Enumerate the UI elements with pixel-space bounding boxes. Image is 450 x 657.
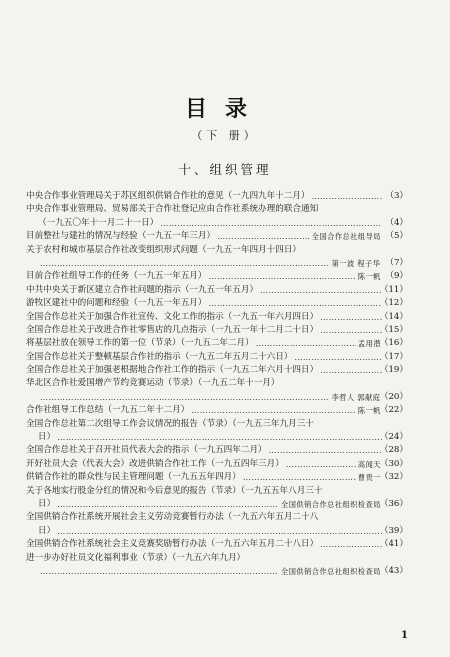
toc-entry-page: （9） bbox=[385, 271, 408, 282]
toc-entry-page: （17） bbox=[379, 351, 408, 362]
volume-label: （下 册） bbox=[191, 129, 259, 142]
toc-entry-line bbox=[26, 284, 408, 297]
page-number: 1 bbox=[401, 630, 408, 641]
toc-entry-title: 全国合作总社第二次组导工作会议情况的报告（节录）（一九五三年九月三十 bbox=[26, 418, 314, 429]
toc-entry-line bbox=[26, 351, 408, 364]
toc-entry bbox=[26, 270, 408, 283]
toc-entry-author: 陈一帆 bbox=[357, 406, 381, 416]
toc-entry-title: 日） bbox=[38, 498, 56, 509]
toc-entry bbox=[26, 377, 408, 404]
toc-entry-page: （14） bbox=[379, 311, 408, 322]
toc-entry-line bbox=[26, 244, 408, 257]
toc-entry-page: （3） bbox=[385, 191, 408, 201]
toc-entry-title: 游牧区建社中的问题和经验（一九五一年五月） bbox=[26, 298, 207, 309]
toc-entry-line bbox=[26, 391, 408, 404]
toc-entry bbox=[26, 190, 408, 203]
toc-entry-author: 全国合作总社组导局 bbox=[311, 232, 381, 242]
toc-entry-page: （28） bbox=[379, 445, 408, 456]
toc-entry-page: （22） bbox=[379, 405, 408, 416]
toc-entry bbox=[26, 485, 408, 512]
toc-entry-author: 高闻天 bbox=[357, 459, 381, 469]
toc-leader-dots bbox=[320, 311, 382, 324]
toc-entry-line bbox=[26, 324, 408, 337]
toc-entry-line bbox=[26, 458, 408, 471]
toc-entry-page: （24） bbox=[379, 432, 408, 443]
toc-entry-title: 日） bbox=[38, 525, 56, 536]
toc-entry-line bbox=[26, 257, 408, 270]
toc-entry-line bbox=[26, 311, 408, 324]
toc-leader-dots bbox=[40, 565, 279, 578]
toc-entry-line bbox=[26, 485, 408, 498]
toc-entry-title: 华北区合作社爱国增产节约竞赛运动（节录）（一九五二年十一月） bbox=[26, 378, 280, 389]
toc-leader-dots bbox=[57, 431, 382, 444]
toc-entry bbox=[26, 311, 408, 324]
toc-entry bbox=[26, 364, 408, 377]
page-title: 目录 bbox=[184, 97, 265, 122]
toc-entry-title: 开好社员大会（代表大会）改进供销合作社工作（一九五四年三月） bbox=[26, 458, 284, 469]
section-heading: 十、组织管理 bbox=[178, 162, 272, 177]
toc-entry-line bbox=[26, 270, 408, 283]
toc-list bbox=[26, 190, 408, 578]
toc-entry-title: 关于各地实行股金分红的情况和今后意见的报告（节录）（一九五五年八月三十 bbox=[26, 485, 323, 496]
toc-entry-page: （32） bbox=[379, 472, 408, 483]
toc-entry-page: （43） bbox=[379, 565, 408, 576]
toc-entry-page: （36） bbox=[379, 498, 408, 509]
toc-entry-title: 中央合作事业管理局、贸易部关于合作社登记应由合作社系统办理的联合通知 bbox=[26, 204, 319, 215]
toc-entry-page: （30） bbox=[379, 458, 408, 469]
toc-entry-title: 关于农村和城市基层合作社改变组织形式问题（一九五一年四月十四日） bbox=[26, 244, 302, 255]
toc-entry-line bbox=[26, 364, 408, 377]
toc-entry-line bbox=[26, 404, 408, 417]
toc-entry-line bbox=[26, 552, 408, 565]
toc-leader-dots bbox=[208, 270, 355, 283]
toc-leader-dots bbox=[57, 525, 382, 538]
toc-entry-title: 全国合作总社关于加强老根据地合作社工作的指示（一九五二年六月十四日） bbox=[26, 365, 319, 376]
toc-entry-page: （5） bbox=[385, 231, 408, 242]
toc-entry-line bbox=[26, 230, 408, 243]
toc-entry-title: 供销合作社的群众性与民主管理问题（一九五五年四月） bbox=[26, 472, 241, 483]
toc-leader-dots bbox=[320, 538, 382, 551]
toc-entry-line bbox=[26, 444, 408, 457]
toc-entry bbox=[26, 418, 408, 445]
toc-entry-author: 李哲人 郭献庭 bbox=[331, 392, 381, 402]
toc-leader-dots bbox=[160, 217, 382, 230]
toc-entry-title: 全国供销合作社系统社会主义竞赛奖励暂行办法（一九五六年五月二十八日） bbox=[26, 539, 319, 550]
toc-entry-page: （20） bbox=[379, 391, 408, 402]
toc-leader-dots bbox=[320, 324, 382, 337]
toc-entry-title: 进一步办好社员文化福利事业（节录）（一九五六年九月） bbox=[26, 552, 246, 563]
toc-entry-line bbox=[26, 538, 408, 551]
toc-entry-page: （7） bbox=[385, 257, 408, 268]
toc-entry-title: 全国合作总社关于召开社员代表大会的指示（一九五四年二月） bbox=[26, 445, 267, 456]
toc-entry-line bbox=[26, 471, 408, 484]
toc-leader-dots bbox=[256, 337, 356, 350]
toc-entry-line bbox=[26, 203, 408, 216]
toc-entry bbox=[26, 458, 408, 471]
toc-entry-line bbox=[26, 431, 408, 444]
toc-entry bbox=[26, 404, 408, 417]
toc-leader-dots bbox=[269, 444, 382, 457]
toc-entry-page: （15） bbox=[379, 324, 408, 335]
toc-entry-line bbox=[26, 190, 408, 203]
toc-entry-title: 目前合作社组导工作的任务（一九五一年五月） bbox=[26, 271, 207, 282]
toc-entry-line bbox=[26, 217, 408, 230]
toc-leader-dots bbox=[294, 351, 382, 364]
toc-entry bbox=[26, 538, 408, 551]
toc-entry bbox=[26, 203, 408, 230]
toc-entry-title: 中共中央关于新区建立合作社问题的指示（一九五一年五月） bbox=[26, 284, 259, 295]
toc-entry-page: （41） bbox=[379, 539, 408, 550]
toc-entry-page: （4） bbox=[385, 217, 408, 228]
toc-leader-dots bbox=[320, 364, 382, 377]
toc-leader-dots bbox=[40, 391, 330, 404]
toc-entry bbox=[26, 351, 408, 364]
toc-entry bbox=[26, 244, 408, 271]
toc-entry bbox=[26, 284, 408, 297]
toc-entry-title: 全国供销合作社系统开展社会主义劳动竞赛暂行办法（一九五六年五月二十八 bbox=[26, 512, 319, 523]
toc-entry-title: （一九五〇年十一月二十一日） bbox=[38, 217, 159, 228]
toc-entry-line bbox=[26, 565, 408, 578]
toc-leader-dots bbox=[260, 284, 382, 297]
toc-entry-line bbox=[26, 525, 408, 538]
toc-entry-title: 中央合作事业管理局关于苏区组织供销合作社的意见（一九四九年十二月） bbox=[26, 191, 310, 201]
toc-entry-page: （39） bbox=[379, 525, 408, 536]
toc-entry bbox=[26, 324, 408, 337]
toc-entry-line bbox=[26, 337, 408, 350]
toc-leader-dots bbox=[40, 257, 330, 270]
toc-entry-author: 曹贵一 bbox=[357, 473, 381, 483]
toc-leader-dots bbox=[217, 230, 310, 243]
toc-leader-dots bbox=[243, 471, 356, 484]
toc-entry bbox=[26, 444, 408, 457]
toc-leader-dots bbox=[286, 458, 356, 471]
toc-entry-author: 第一波 程子华 bbox=[331, 258, 381, 268]
toc-leader-dots bbox=[208, 297, 382, 310]
toc-entry-title: 目前整社与建社的情况与经验（一九五一年三月） bbox=[26, 231, 216, 242]
toc-entry bbox=[26, 230, 408, 243]
toc-entry-title: 全国合作总社关于加强合作社宣传、文化工作的指示（一九五一年六月四日） bbox=[26, 311, 319, 322]
toc-leader-dots bbox=[312, 190, 382, 203]
toc-entry-page: （11） bbox=[379, 284, 408, 295]
toc-entry-page: （16） bbox=[379, 338, 408, 349]
toc-entry bbox=[26, 297, 408, 310]
toc-leader-dots bbox=[57, 498, 279, 511]
toc-entry bbox=[26, 511, 408, 538]
toc-entry-title: 全国合作总社关于整顿基层合作社的指示（一九五二年五月二十六日） bbox=[26, 351, 293, 362]
toc-entry-line bbox=[26, 511, 408, 524]
toc-entry-title: 日） bbox=[38, 432, 56, 443]
toc-entry-line bbox=[26, 418, 408, 431]
toc-entry-line bbox=[26, 377, 408, 390]
toc-entry bbox=[26, 471, 408, 484]
toc-leader-dots bbox=[191, 404, 356, 417]
toc-entry-author: 全国供销合作总社组织检查局 bbox=[281, 566, 381, 576]
toc-entry-line bbox=[26, 297, 408, 310]
toc-entry bbox=[26, 552, 408, 579]
toc-entry-author: 陈一帆 bbox=[357, 272, 381, 282]
toc-entry-title: 合作社组导工作总结（一九五二年十二月） bbox=[26, 405, 190, 416]
toc-entry-author: 全国供销合作总社组织检查局 bbox=[281, 499, 381, 509]
toc-entry-author: 孟用潜 bbox=[357, 339, 381, 349]
toc-entry-page: （12） bbox=[379, 298, 408, 309]
toc-entry-title: 将基层社放在领导工作的第一位（节录）（一九五二年二月） bbox=[26, 338, 254, 349]
toc-entry bbox=[26, 337, 408, 350]
toc-entry-title: 全国合作总社关于改进合作社零售店的几点指示（一九五一年十二月二十日） bbox=[26, 324, 319, 335]
toc-entry-line bbox=[26, 498, 408, 511]
toc-entry-page: （19） bbox=[379, 365, 408, 376]
